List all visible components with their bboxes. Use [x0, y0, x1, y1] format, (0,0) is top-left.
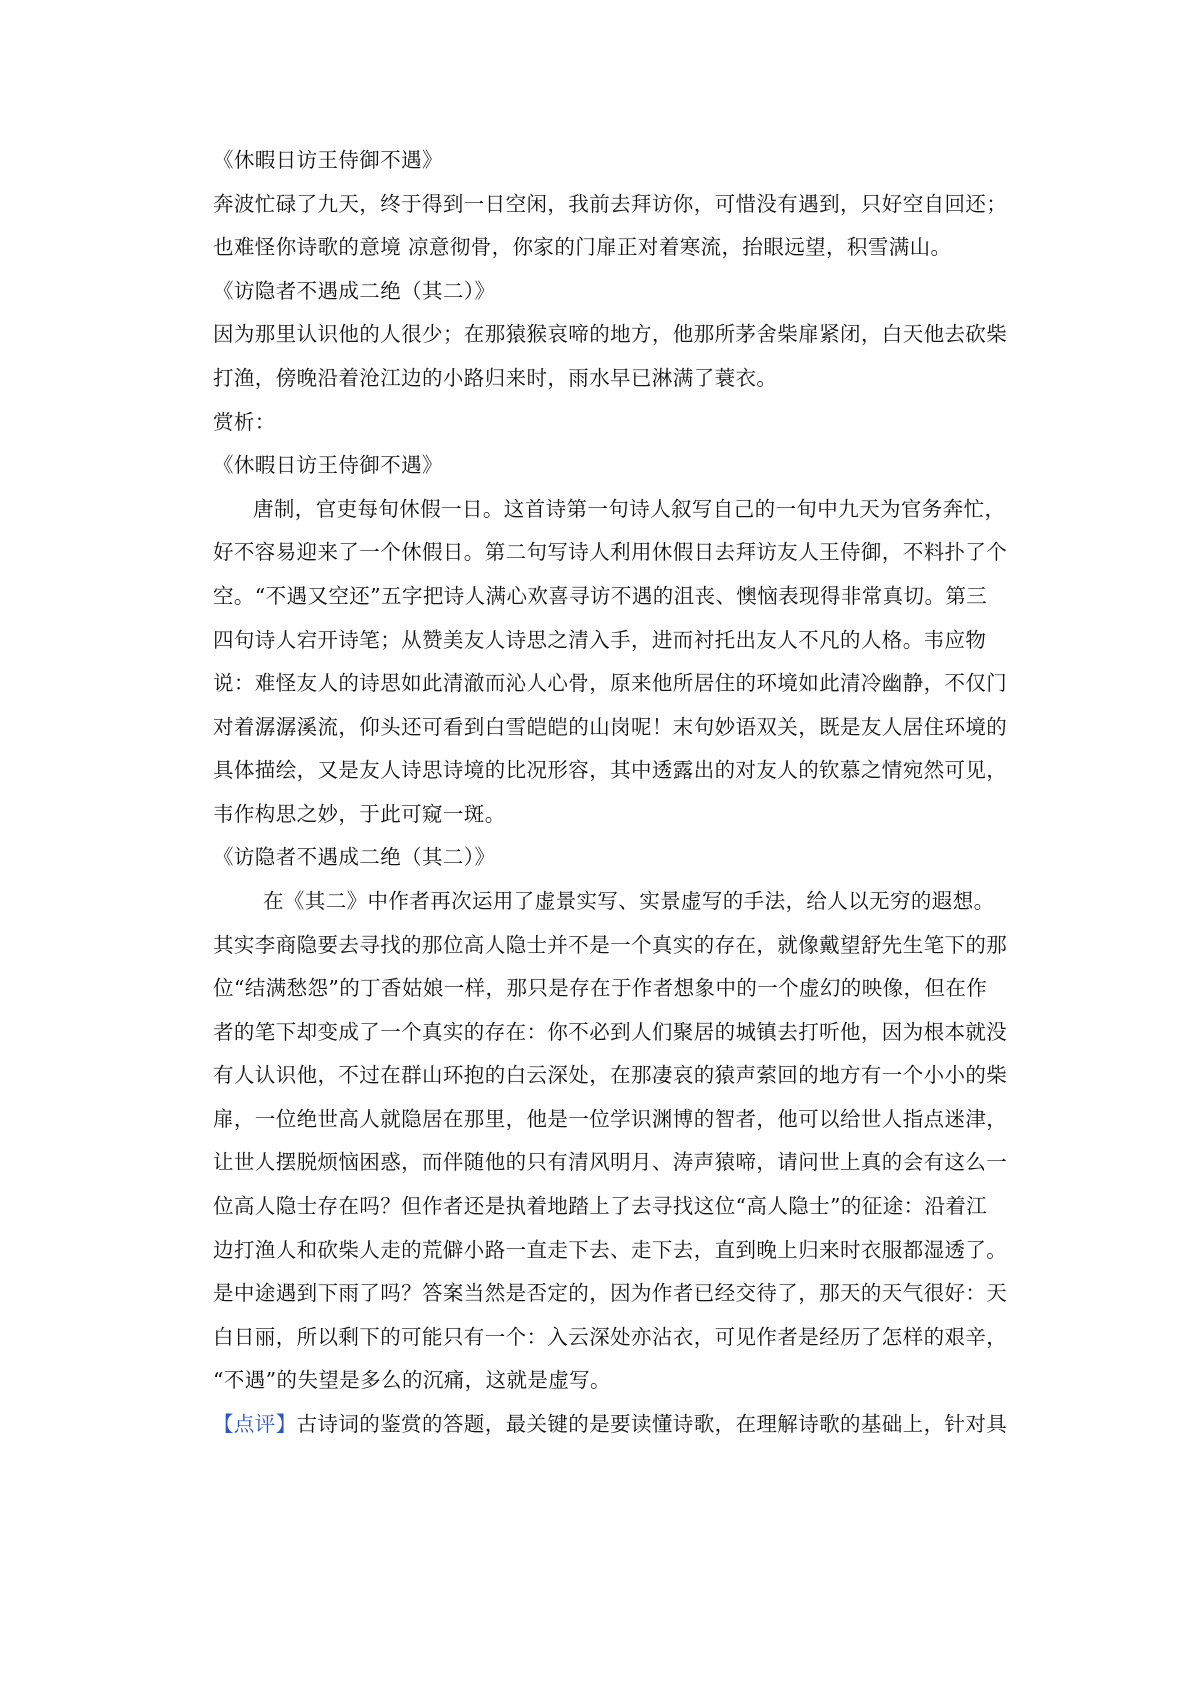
analysis-line: 白日丽，所以剩下的可能只有一个：入云深处亦沾衣，可见作者是经历了怎样的艰辛，	[213, 1325, 1008, 1349]
analysis-line: 其实李商隐要去寻找的那位高人隐士并不是一个真实的存在，就像戴望舒先生笔下的那	[213, 933, 1008, 957]
analysis-line: 边打渔人和砍柴人走的荒僻小路一直走下去、走下去，直到晚上归来时衣服都湿透了。	[213, 1238, 1008, 1262]
analysis-line: 对着潺潺溪流，仰头还可看到白雪皑皑的山岗呢！末句妙语双关，既是友人居住环境的	[213, 715, 1008, 739]
analysis-line: 说：难怪友人的诗思如此清澈而沁人心骨，原来他所居住的环境如此清冷幽静，不仅门	[213, 671, 1008, 695]
analysis-line: 扉，一位绝世高人就隐居在那里，他是一位学识渊博的智者，他可以给世人指点迷津，	[213, 1107, 1008, 1131]
analysis-line: 有人认识他，不过在群山环抱的白云深处，在那凄哀的猿声萦回的地方有一个小小的柴	[213, 1063, 1008, 1087]
translation-line: 奔波忙碌了九天，终于得到一日空闲，我前去拜访你，可惜没有遇到，只好空自回还；	[213, 192, 1008, 216]
analysis-line: 好不容易迎来了一个休假日。第二句写诗人利用休假日去拜访友人王侍御，不料扑了个	[213, 540, 1008, 564]
poem-title-2: 《访隐者不遇成二绝（其二）》	[213, 279, 496, 303]
analysis-line: 位“结满愁怨”的丁香姑娘一样，那只是存在于作者想象中的一个虚幻的映像，但在作	[213, 976, 988, 1000]
analysis-line: 空。“不遇又空还”五字把诗人满心欢喜寻访不遇的沮丧、懊恼表现得非常真切。第三	[213, 584, 988, 608]
section-heading: 赏析：	[213, 410, 276, 434]
analysis-line: 让世人摆脱烦恼困惑，而伴随他的只有清风明月、涛声猿啼，请问世上真的会有这么一	[213, 1150, 1008, 1174]
analysis-line: 者的笔下却变成了一个真实的存在：你不必到人们聚居的城镇去打听他，因为根本就没	[213, 1020, 1008, 1044]
translation-line: 打渔，傍晚沿着沧江边的小路归来时，雨水早已淋满了蓑衣。	[213, 366, 778, 390]
translation-line: 因为那里认识他的人很少；在那猿猴哀啼的地方，他那所茅舍柴扉紧闭，白天他去砍柴	[213, 322, 1008, 346]
comment-text: 古诗词的鉴赏的答题，最关键的是要读懂诗歌，在理解诗歌的基础上，针对具	[296, 1412, 1008, 1436]
analysis-line: 具体描绘，又是友人诗思诗境的比况形容，其中透露出的对友人的钦慕之情宛然可见，	[213, 758, 1008, 782]
analysis-line: 韦作构思之妙，于此可窥一斑。	[213, 802, 506, 826]
analysis-line: “不遇”的失望是多么的沉痛，这就是虚写。	[213, 1368, 611, 1392]
analysis-line: 四句诗人宕开诗笔；从赞美友人诗思之清入手，进而衬托出友人不凡的人格。韦应物	[213, 628, 987, 652]
poem-title-1: 《休暇日访王侍御不遇》	[213, 148, 443, 172]
analysis-line: 在《其二》中作者再次运用了虚景实写、实景虚写的手法，给人以无穷的遐想。	[263, 889, 995, 913]
translation-line: 也难怪你诗歌的意境 凉意彻骨，你家的门扉正对着寒流，抬眼远望，积雪满山。	[213, 235, 952, 259]
analysis-line: 是中途遇到下雨了吗？答案当然是否定的，因为作者已经交待了，那天的天气很好：天	[213, 1281, 1008, 1305]
comment-line	[213, 1410, 1007, 1438]
analysis-line: 唐制，官吏每旬休假一日。这首诗第一句诗人叙写自己的一旬中九天为官务奔忙，	[253, 497, 1006, 521]
analysis-title-1: 《休暇日访王侍御不遇》	[213, 453, 443, 477]
comment-tag: 【点评】	[213, 1412, 297, 1436]
analysis-line: 位高人隐士存在吗？但作者还是执着地踏上了去寻找这位“高人隐士”的征途：沿着江	[213, 1194, 988, 1218]
analysis-title-2: 《访隐者不遇成二绝（其二）》	[213, 845, 496, 869]
